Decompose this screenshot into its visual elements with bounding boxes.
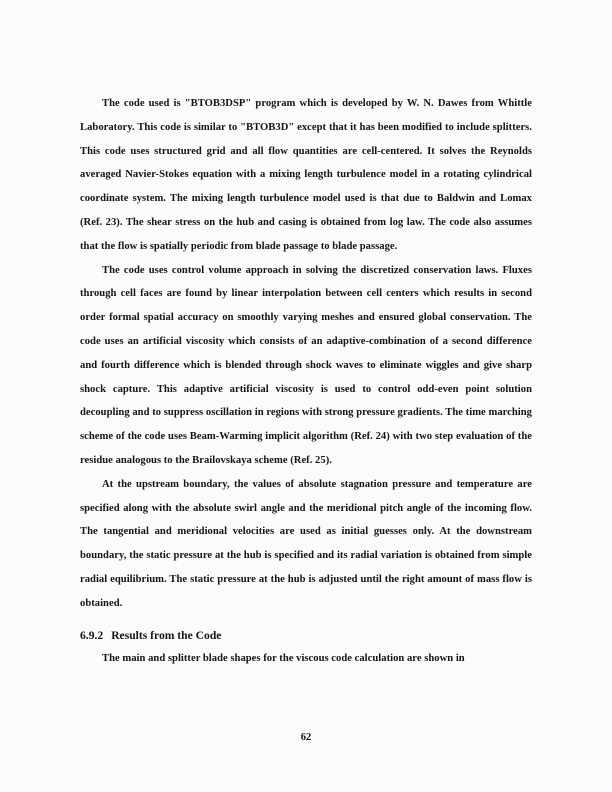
- paragraph-boundary-conditions: At the upstream boundary, the values of absolute stagnation pressure and temperature are specified along with the absolute swirl angle and the meridional pitch angle of the incoming flow. The tangential and meridional velocities are used as initial guesses only. At the downstream boundary, the static pressure at the hub is specified and its radial variation is obtained from simple radial equilibrium. The static pressure at the hub is adjusted until the right amount of mass flow is obtained.: [80, 478, 532, 609]
- paragraph-results-intro: The main and splitter blade shapes for the viscous code calculation are shown in: [102, 653, 465, 665]
- paragraph-control-volume: The code uses control volume approach in solving the discretized conservation laws. Fluxes through cell faces are found by linear interpolation between cell centers which results in second order formal spatial accuracy on smoothly varying meshes and ensured global conservation. The code uses an artificial viscosity which consists of an adaptive-combination of a second difference and fourth difference which is blended through shock waves to eliminate wiggles and give sharp shock capture. This adaptive artificial viscosity is used to control odd-even point solution decoupling and to suppress oscillation in regions with strong pressure gradients. The time marching scheme of the code uses Beam-Warming implicit algorithm (Ref. 24) with two step evaluation of the residue analogous to the Brailovskaya scheme (Ref. 25).: [80, 264, 532, 466]
- body-text: [80, 92, 532, 671]
- section-number: 6.9.2: [80, 628, 104, 642]
- section-heading: [80, 624, 532, 648]
- page-number: 62: [300, 732, 312, 743]
- paragraph-code-description: The code used is "BTOB3DSP" program which is developed by W. N. Dawes from Whittle Laboratory. This code is similar to "BTOB3D" except that it has been modified to include splitters. This code uses structured grid and all flow quantities are cell-centered. It solves the Reynolds averaged Navier-Stokes equation with a mixing length turbulence model in a rotating cylindrical coordinate system. The mixing length turbulence model used is that due to Baldwin and Lomax (Ref. 23). The shear stress on the hub and casing is obtained from log law. The code also assumes that the flow is spatially periodic from blade passage to blade passage.: [80, 98, 532, 252]
- section-title: Results from the Code: [111, 628, 222, 642]
